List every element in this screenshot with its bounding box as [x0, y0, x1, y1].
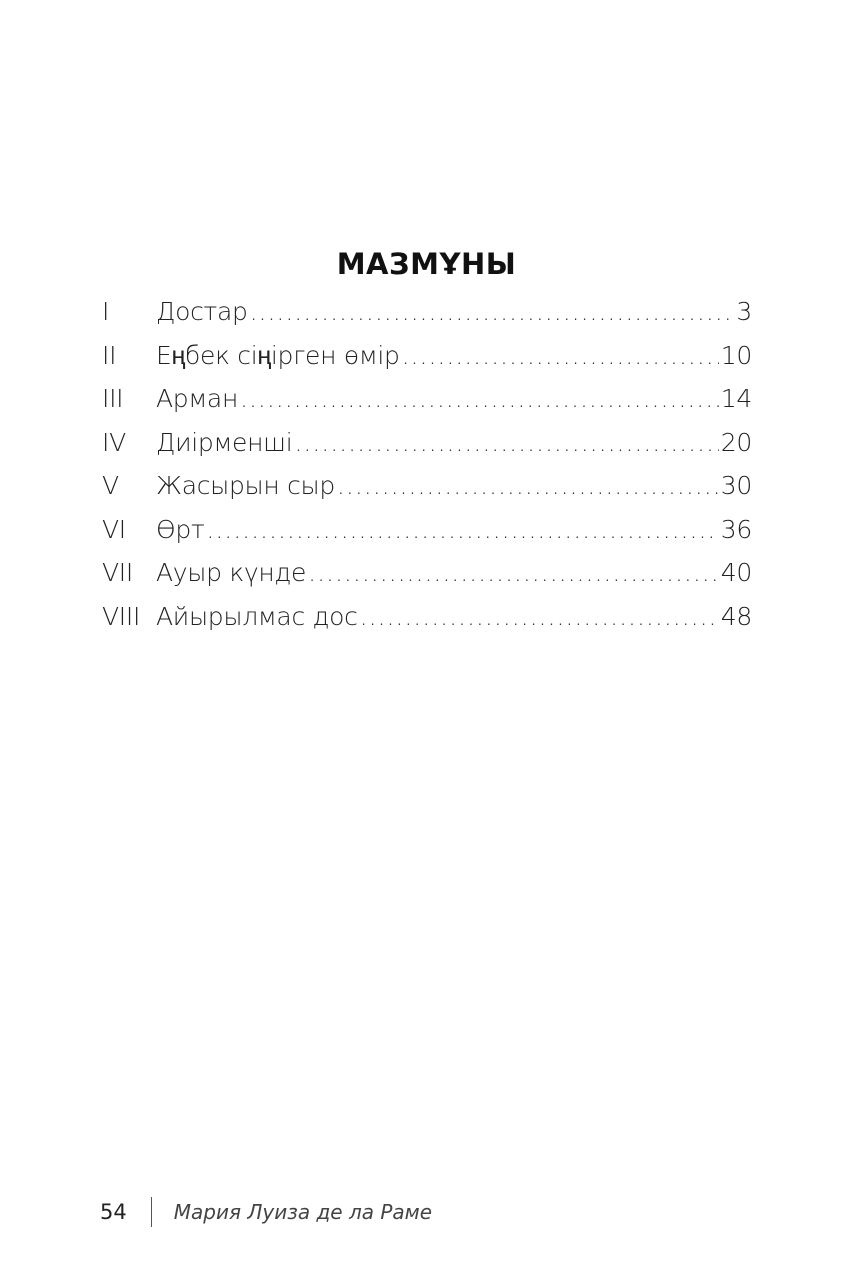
footer-divider — [151, 1197, 152, 1227]
toc-entry-number: IV — [102, 427, 126, 457]
toc-dot-leader — [294, 428, 718, 457]
toc-dot-leader — [240, 384, 719, 413]
toc-entry-page: 3 — [736, 297, 752, 326]
toc-entry-page: 20 — [720, 427, 752, 457]
toc-entry — [102, 384, 752, 428]
toc-entry-page: 30 — [720, 471, 752, 500]
toc-entry-page: 40 — [720, 558, 752, 587]
toc-entry-title: Жасырын сыр — [156, 471, 335, 500]
toc-dot-leader — [250, 297, 735, 326]
toc-entry-number: V — [102, 471, 119, 500]
toc-entry-page: 36 — [720, 514, 752, 544]
page-number: 54 — [100, 1200, 127, 1224]
toc-dot-leader — [206, 515, 718, 544]
toc-entry-page: 10 — [720, 340, 752, 370]
toc-dot-leader — [337, 471, 719, 500]
toc-entry — [102, 297, 752, 341]
toc-entry-title: Достар — [156, 297, 248, 326]
page-footer — [100, 1196, 432, 1228]
page-title: МАЗМҰНЫ — [336, 247, 517, 282]
toc-entry-page: 14 — [720, 384, 752, 413]
toc-entry — [102, 558, 752, 602]
toc-entry-number: VIII — [102, 601, 141, 631]
toc-dot-leader — [360, 602, 719, 631]
toc-entry-title: Айырылмас дос — [156, 601, 358, 631]
toc-dot-leader — [308, 558, 719, 587]
toc-entry-number: VI — [102, 514, 126, 544]
toc-entry-number: III — [102, 384, 124, 413]
toc-entry-number: II — [102, 340, 117, 370]
toc-entry-number: VII — [102, 558, 133, 587]
toc-entry — [102, 428, 752, 472]
toc-entry — [102, 515, 752, 559]
toc-entry — [102, 471, 752, 515]
toc-entry-title: Өрт — [156, 514, 205, 544]
toc-dot-leader — [402, 341, 719, 370]
toc-entry-number: I — [102, 297, 110, 326]
toc-entry-page: 48 — [720, 601, 752, 631]
toc-entry-title: Ауыр күнде — [156, 558, 307, 587]
toc-entry-title: Арман — [156, 384, 238, 413]
running-head-author: Мария Луиза де ла Раме — [173, 1200, 433, 1224]
toc-entry — [102, 341, 752, 385]
toc-entry — [102, 602, 752, 646]
toc-entry-title: Диірменші — [156, 427, 293, 457]
table-of-contents — [102, 297, 752, 645]
toc-entry-title: Еңбек сіңірген өмір — [156, 340, 400, 370]
